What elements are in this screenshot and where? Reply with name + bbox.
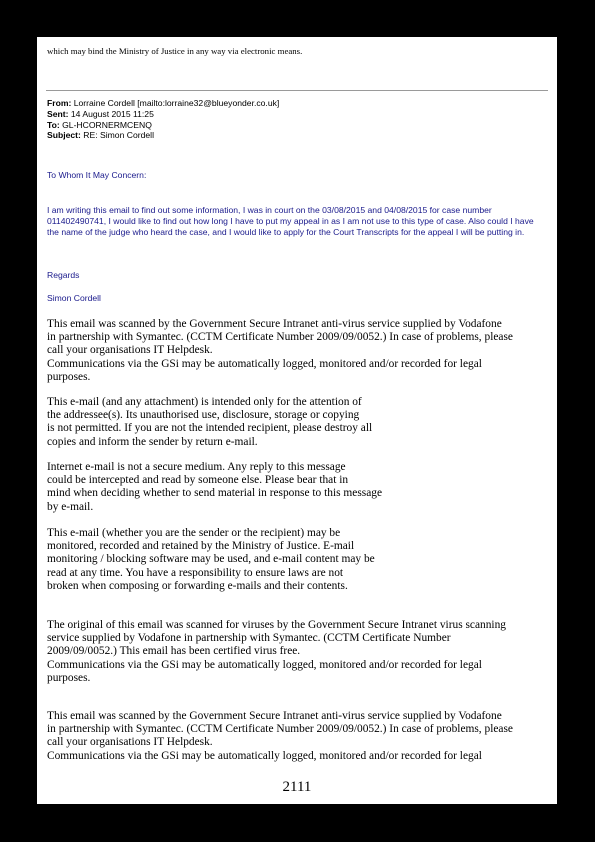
page-number: 2111 [282,779,312,795]
signature: Simon Cordell [47,293,101,303]
divider [46,90,548,91]
disclaimer-line: could be intercepted and read by someone else. Please bear that in [47,474,349,487]
disclaimer-line: The original of this email was scanned for viruses by the Government Secure Intranet virus scanning [47,619,506,631]
disclaimer-line: call your organisations IT Helpdesk. [47,344,213,357]
disclaimer-attention [47,396,549,449]
disclaimer-line: mind when deciding whether to send material in response to this message [47,487,382,500]
disclaimer-line: broken when composing or forwarding e-mails and their contents. [47,579,348,592]
disclaimer-line: purposes. [47,370,91,383]
subject-value: RE: Simon Cordell [83,130,154,141]
email-header [47,98,549,141]
regards: Regards [47,270,80,280]
disclaimer-line: This e-mail (and any attachment) is intended only for the attention of [47,396,362,408]
disclaimer-original [47,619,549,685]
disclaimer-line: Communications via the GSi may be automatically logged, monitored and/or recorded for legal [47,357,482,370]
sent-label: Sent: [47,108,69,119]
disclaimer-line: service supplied by Vodafone in partnership with Symantec. (CCTM Certificate Number [47,632,451,645]
disclaimer-line: This email was scanned by the Government Secure Intranet anti-virus service supplied by Vodafone [47,318,502,330]
from-row [47,98,549,109]
disclaimer-line: monitoring / blocking software may be used, and e-mail content may be [47,553,375,566]
to-label: To: [47,119,60,130]
disclaimer-internet [47,461,549,514]
disclaimer-monitor [47,527,549,593]
disclaimer-line: in partnership with Symantec. (CCTM Certificate Number 2009/09/0052.) In case of problems, please [47,723,513,736]
subject-label: Subject: [47,130,81,141]
body-paragraph: I am writing this email to find out some information, I was in court on the 03/08/2015 and 04/08/2015 for case number 011402490741, I would like to find out how long I have to put my appeal in as I am not use to this type of case. Also could I have the name of the judge who heard the case, and I would like to apply for the Court Transcripts for the appeal I will be putting in. [47,205,534,237]
disclaimer-line: read at any time. You have a responsibility to ensure laws are not [47,566,344,579]
disclaimer-scan-2 [47,710,549,763]
disclaimer-line: This e-mail (whether you are the sender or the recipient) may be [47,527,341,539]
disclaimer-line: 2009/09/0052.) This email has been certified virus free. [47,645,301,658]
disclaimer-line: Internet e-mail is not a secure medium. Any reply to this message [47,461,346,473]
top-line: which may bind the Ministry of Justice in any way via electronic means. [47,46,303,56]
from-value: Lorraine Cordell [mailto:lorraine32@blueyonder.co.uk] [73,98,280,108]
sent-value: 14 August 2015 11:25 [70,108,154,119]
disclaimer-line: the addressee(s). Its unauthorised use, disclosure, storage or copying [47,409,360,422]
to-value: GL-HCORNERMCENQ [62,119,152,130]
document-page [37,37,557,804]
disclaimer-line: monitored, recorded and retained by the Ministry of Justice. E-mail [47,540,355,553]
to-row [47,120,549,131]
disclaimer-line: call your organisations IT Helpdesk. [47,736,213,749]
from-label: From: [47,98,72,108]
disclaimer-line: purposes. [47,671,91,684]
disclaimer-line: is not permitted. If you are not the intended recipient, please destroy all [47,422,373,435]
disclaimer-line: This email was scanned by the Government Secure Intranet anti-virus service supplied by Vodafone [47,710,502,722]
greeting: To Whom It May Concern: [47,170,147,180]
disclaimer-line: copies and inform the sender by return e-mail. [47,435,258,448]
sent-row [47,109,549,120]
disclaimer-line: Communications via the GSi may be automatically logged, monitored and/or recorded for legal [47,749,482,762]
disclaimer-scan-1 [47,318,549,384]
disclaimer-line: in partnership with Symantec. (CCTM Certificate Number 2009/09/0052.) In case of problems, please [47,331,513,344]
disclaimer-line: Communications via the GSi may be automatically logged, monitored and/or recorded for legal [47,658,482,671]
subject-row [47,130,549,141]
disclaimer-line: by e-mail. [47,500,94,513]
